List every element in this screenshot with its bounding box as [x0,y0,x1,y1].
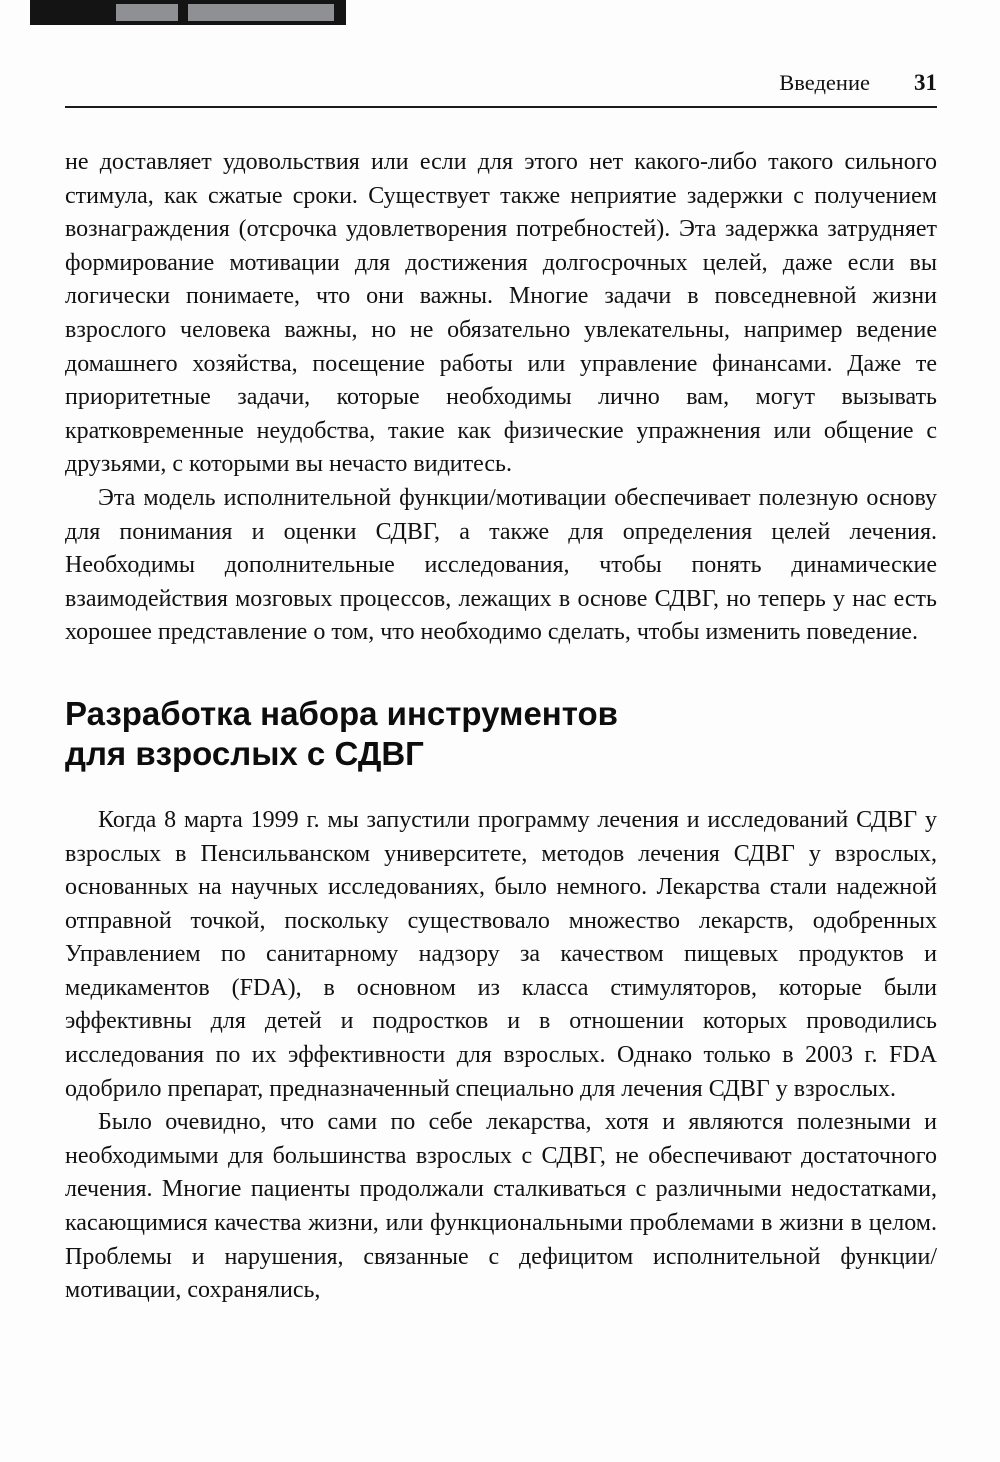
running-head-section: Введение [779,70,870,95]
body-text [65,146,937,1308]
paragraph-continuation: не доставляет удовольствия или если для этого нет какого-либо такого сильного стимула, как сжатые сроки. Существует также неприятие задержки с получением вознаграждения (отсрочка удовлетворения потребностей). Эта задержка затрудняет формирование мотивации для достижения долгосрочных целей, даже если вы логически понимаете, что они важны. Многие задачи в повседневной жизни взрослого человека важны, но не обязательно увлекательны, например ведение домашнего хозяйства, посещение работы или управление финансами. Даже те приоритетные задачи, которые необходимы лично вам, могут вызывать кратковременные неудобства, такие как физические упражнения или общение с друзьями, с которыми вы нечасто видитесь. [65,149,937,478]
paragraph: Эта модель исполнительной функции/мотивации обеспечивает полезную основу для понимания и оценки СДВГ, а также для определения целей лечения. Необходимы дополнительные исследования, чтобы понять динамические взаимодействия мозговых процессов, лежащих в основе СДВГ, но теперь у нас есть хорошее представление о том, что необходимо сделать, чтобы изменить поведение. [65,484,937,646]
section-heading-line-1: Разработка набора инструментов [65,694,618,732]
page-content [65,70,937,1308]
scan-artifact [30,0,346,25]
header-rule [65,106,937,108]
page-number: 31 [914,70,937,95]
section-heading-line-2: для взрослых с СДВГ [65,734,424,772]
scan-artifact-block [188,4,334,21]
section-heading [65,694,937,774]
paragraph: Было очевидно, что сами по себе лекарства, хотя и являются полезными и необходимыми для большинства взрослых с СДВГ, не обеспечивают достаточного лечения. Многие пациенты продолжали сталкиваться с различными недостатками, касающимися качества жизни, или функциональными проблемами в жизни в целом. Проблемы и нарушения, связанные с дефицитом исполнительной функции/мотивации, сохранялись, [65,1109,937,1304]
scan-artifact-block [116,4,178,21]
page-header [65,70,937,96]
paragraph: Когда 8 марта 1999 г. мы запустили программу лечения и исследований СДВГ у взрослых в Пенсильванском университете, методов лечения СДВГ у взрослых, основанных на научных исследованиях, было немного. Лекарства стали надежной отправной точкой, поскольку существовало множество лекарств, одобренных Управлением по санитарному надзору за качеством пищевых продуктов и медикаментов (FDA), в основном из класса стимуляторов, которые были эффективны для детей и подростков и в отношении которых проводились исследования по их эффективности для взрослых. Однако только в 2003 г. FDA одобрило препарат, предназначенный специально для лечения СДВГ у взрослых. [65,806,937,1102]
